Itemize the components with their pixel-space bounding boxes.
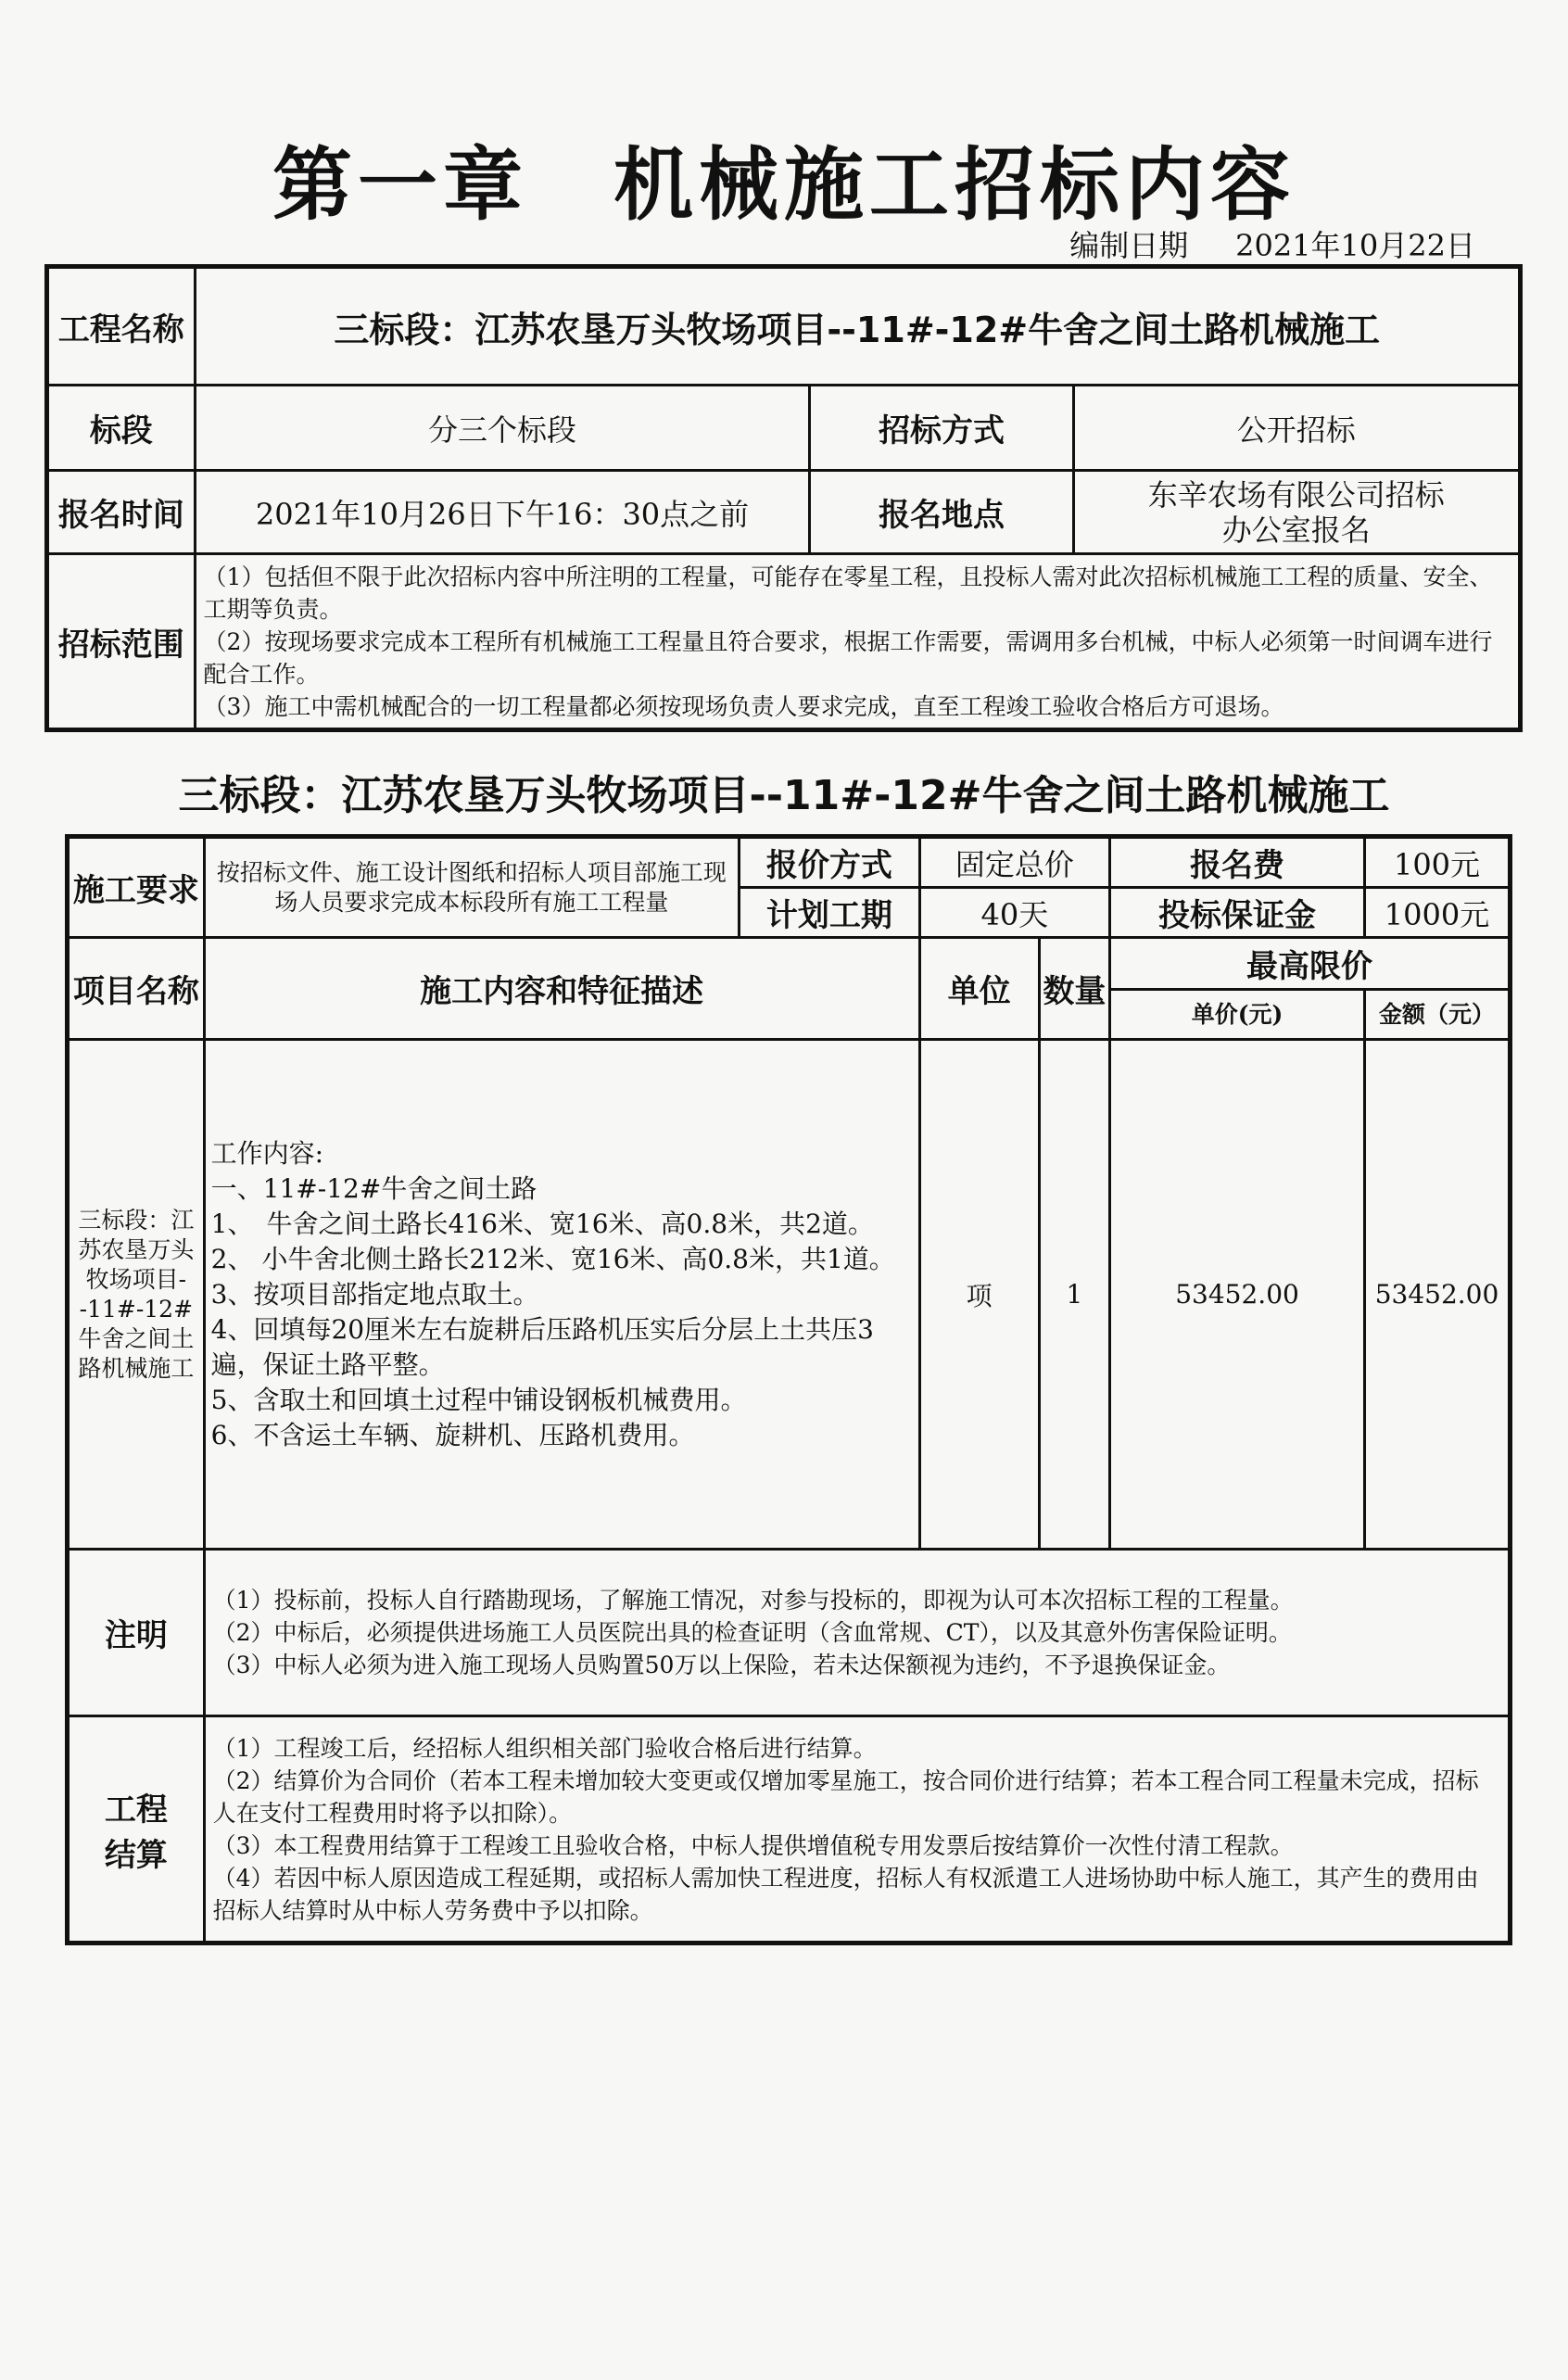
scope-item: （1）包括但不限于此次招标内容中所注明的工程量，可能存在零星工程，且投标人需对此次招标机械施工工程的质量、安全、工期等负责。 bbox=[203, 563, 1493, 623]
deposit-value: 1000元 bbox=[1365, 888, 1511, 938]
work-line: 3、按项目部指定地点取土。 bbox=[210, 1278, 539, 1310]
quote-value: 固定总价 bbox=[919, 837, 1109, 888]
scope-item: （2）按现场要求完成本工程所有机械施工工程量且符合要求，根据工作需要，需调用多台机械，中标人必须第一时间调车进行配合工作。 bbox=[203, 627, 1493, 688]
unit-value: 项 bbox=[919, 1040, 1039, 1550]
scope-label: 招标范围 bbox=[47, 554, 196, 730]
date-label: 编制日期 bbox=[1069, 228, 1189, 263]
scope-item: （3）施工中需机械配合的一切工程量都必须按现场负责人要求完成，直至工程竣工验收合格后方可退场。 bbox=[203, 692, 1284, 720]
notes-text bbox=[204, 1550, 1510, 1716]
header-amount: 金额（元） bbox=[1365, 990, 1511, 1040]
section-label: 标段 bbox=[47, 386, 196, 471]
settle-item: （1）工程竣工后，经招标人组织相关部门验收合格后进行结算。 bbox=[212, 1734, 877, 1762]
qty-value: 1 bbox=[1039, 1040, 1109, 1550]
reg-place-label: 报名地点 bbox=[810, 471, 1073, 554]
note-item: （2）中标后，必须提供进场施工人员医院出具的检查证明（含血常规、CT），以及其意外伤害保险证明。 bbox=[212, 1619, 1292, 1646]
header-unit: 单位 bbox=[919, 938, 1039, 1040]
header-description: 施工内容和特征描述 bbox=[204, 938, 919, 1040]
note-item: （1）投标前，投标人自行踏勘现场，了解施工情况，对参与投标的，即视为认可本次招标工程的工程量。 bbox=[212, 1587, 1294, 1614]
req-label: 施工要求 bbox=[68, 837, 205, 938]
bid-detail-table bbox=[65, 834, 1512, 1945]
unit-price-value: 53452.00 bbox=[1110, 1040, 1365, 1550]
date-value: 2021年10月22日 bbox=[1235, 228, 1475, 263]
period-value: 40天 bbox=[919, 888, 1109, 938]
settle-item: （3）本工程费用结算于工程竣工且验收合格，中标人提供增值税专用发票后按结算价一次性付清工程款。 bbox=[212, 1831, 1294, 1859]
compile-date bbox=[1069, 222, 1475, 265]
fee-value: 100元 bbox=[1365, 837, 1511, 888]
work-line: 一、11#-12#牛舍之间土路 bbox=[210, 1172, 537, 1204]
reg-place-line-1: 东辛农场有限公司招标 bbox=[1147, 476, 1445, 513]
quote-label: 报价方式 bbox=[740, 837, 920, 888]
settle-item: （2）结算价为合同价（若本工程未增加较大变更或仅增加零星施工，按合同价进行结算；若本工程合同工程量未完成，招标人在支付工程费用时将予以扣除）。 bbox=[212, 1766, 1479, 1827]
settle-label: 工程结算 bbox=[68, 1716, 205, 1943]
deposit-label: 投标保证金 bbox=[1110, 888, 1365, 938]
work-line: 4、回填每20厘米左右旋耕后压路机压实后分层上土共压3遍，保证土路平整。 bbox=[210, 1313, 874, 1380]
work-line: 5、含取土和回填土过程中铺设钢板机械费用。 bbox=[210, 1384, 747, 1415]
scope-text bbox=[195, 554, 1520, 730]
method-value: 公开招标 bbox=[1073, 386, 1520, 471]
project-name: 三标段：江苏农垦万头牧场项目--11#-12#牛舍之间土路机械施工 bbox=[195, 267, 1520, 386]
work-line: 6、不含运土车辆、旋耕机、压路机费用。 bbox=[210, 1419, 695, 1450]
header-qty: 数量 bbox=[1039, 938, 1109, 1040]
period-label: 计划工期 bbox=[740, 888, 920, 938]
work-line: 2、 小牛舍北侧土路长212米、宽16米、高0.8米，共1道。 bbox=[210, 1243, 895, 1274]
reg-time-label: 报名时间 bbox=[47, 471, 196, 554]
section-value: 分三个标段 bbox=[195, 386, 810, 471]
note-item: （3）中标人必须为进入施工现场人员购置50万以上保险，若未达保额视为违约，不予退换保证金。 bbox=[212, 1652, 1231, 1678]
settle-item: （4）若因中标人原因造成工程延期，或招标人需加快工程进度，招标人有权派遣工人进场协助中标人施工，其产生的费用由招标人结算时从中标人劳务费中予以扣除。 bbox=[212, 1864, 1479, 1924]
reg-place-line-2: 办公室报名 bbox=[1221, 512, 1371, 548]
document-title: 第一章 机械施工招标内容 bbox=[272, 139, 1296, 232]
work-content bbox=[204, 1040, 919, 1550]
bid-summary-table bbox=[44, 264, 1523, 732]
amount-value: 53452.00 bbox=[1365, 1040, 1511, 1550]
header-unit-price: 单价(元) bbox=[1110, 990, 1365, 1040]
work-line: 1、 牛舍之间土路长416米、宽16米、高0.8米，共2道。 bbox=[210, 1208, 874, 1239]
work-line: 工作内容: bbox=[210, 1137, 324, 1169]
note-label: 注明 bbox=[68, 1550, 205, 1716]
header-item-name: 项目名称 bbox=[68, 938, 205, 1040]
item-name: 三标段：江苏农垦万头牧场项目--11#-12#牛舍之间土路机械施工 bbox=[68, 1040, 205, 1550]
section-title: 三标段：江苏农垦万头牧场项目--11#-12#牛舍之间土路机械施工 bbox=[178, 772, 1390, 819]
settle-text bbox=[204, 1716, 1510, 1943]
reg-time-value: 2021年10月26日下午16：30点之前 bbox=[195, 471, 810, 554]
fee-label: 报名费 bbox=[1110, 837, 1365, 888]
project-name-label: 工程名称 bbox=[47, 267, 196, 386]
reg-place-value bbox=[1073, 471, 1520, 554]
req-text: 按招标文件、施工设计图纸和招标人项目部施工现场人员要求完成本标段所有施工工程量 bbox=[204, 837, 739, 938]
header-price-limit: 最高限价 bbox=[1110, 938, 1511, 990]
method-label: 招标方式 bbox=[810, 386, 1073, 471]
